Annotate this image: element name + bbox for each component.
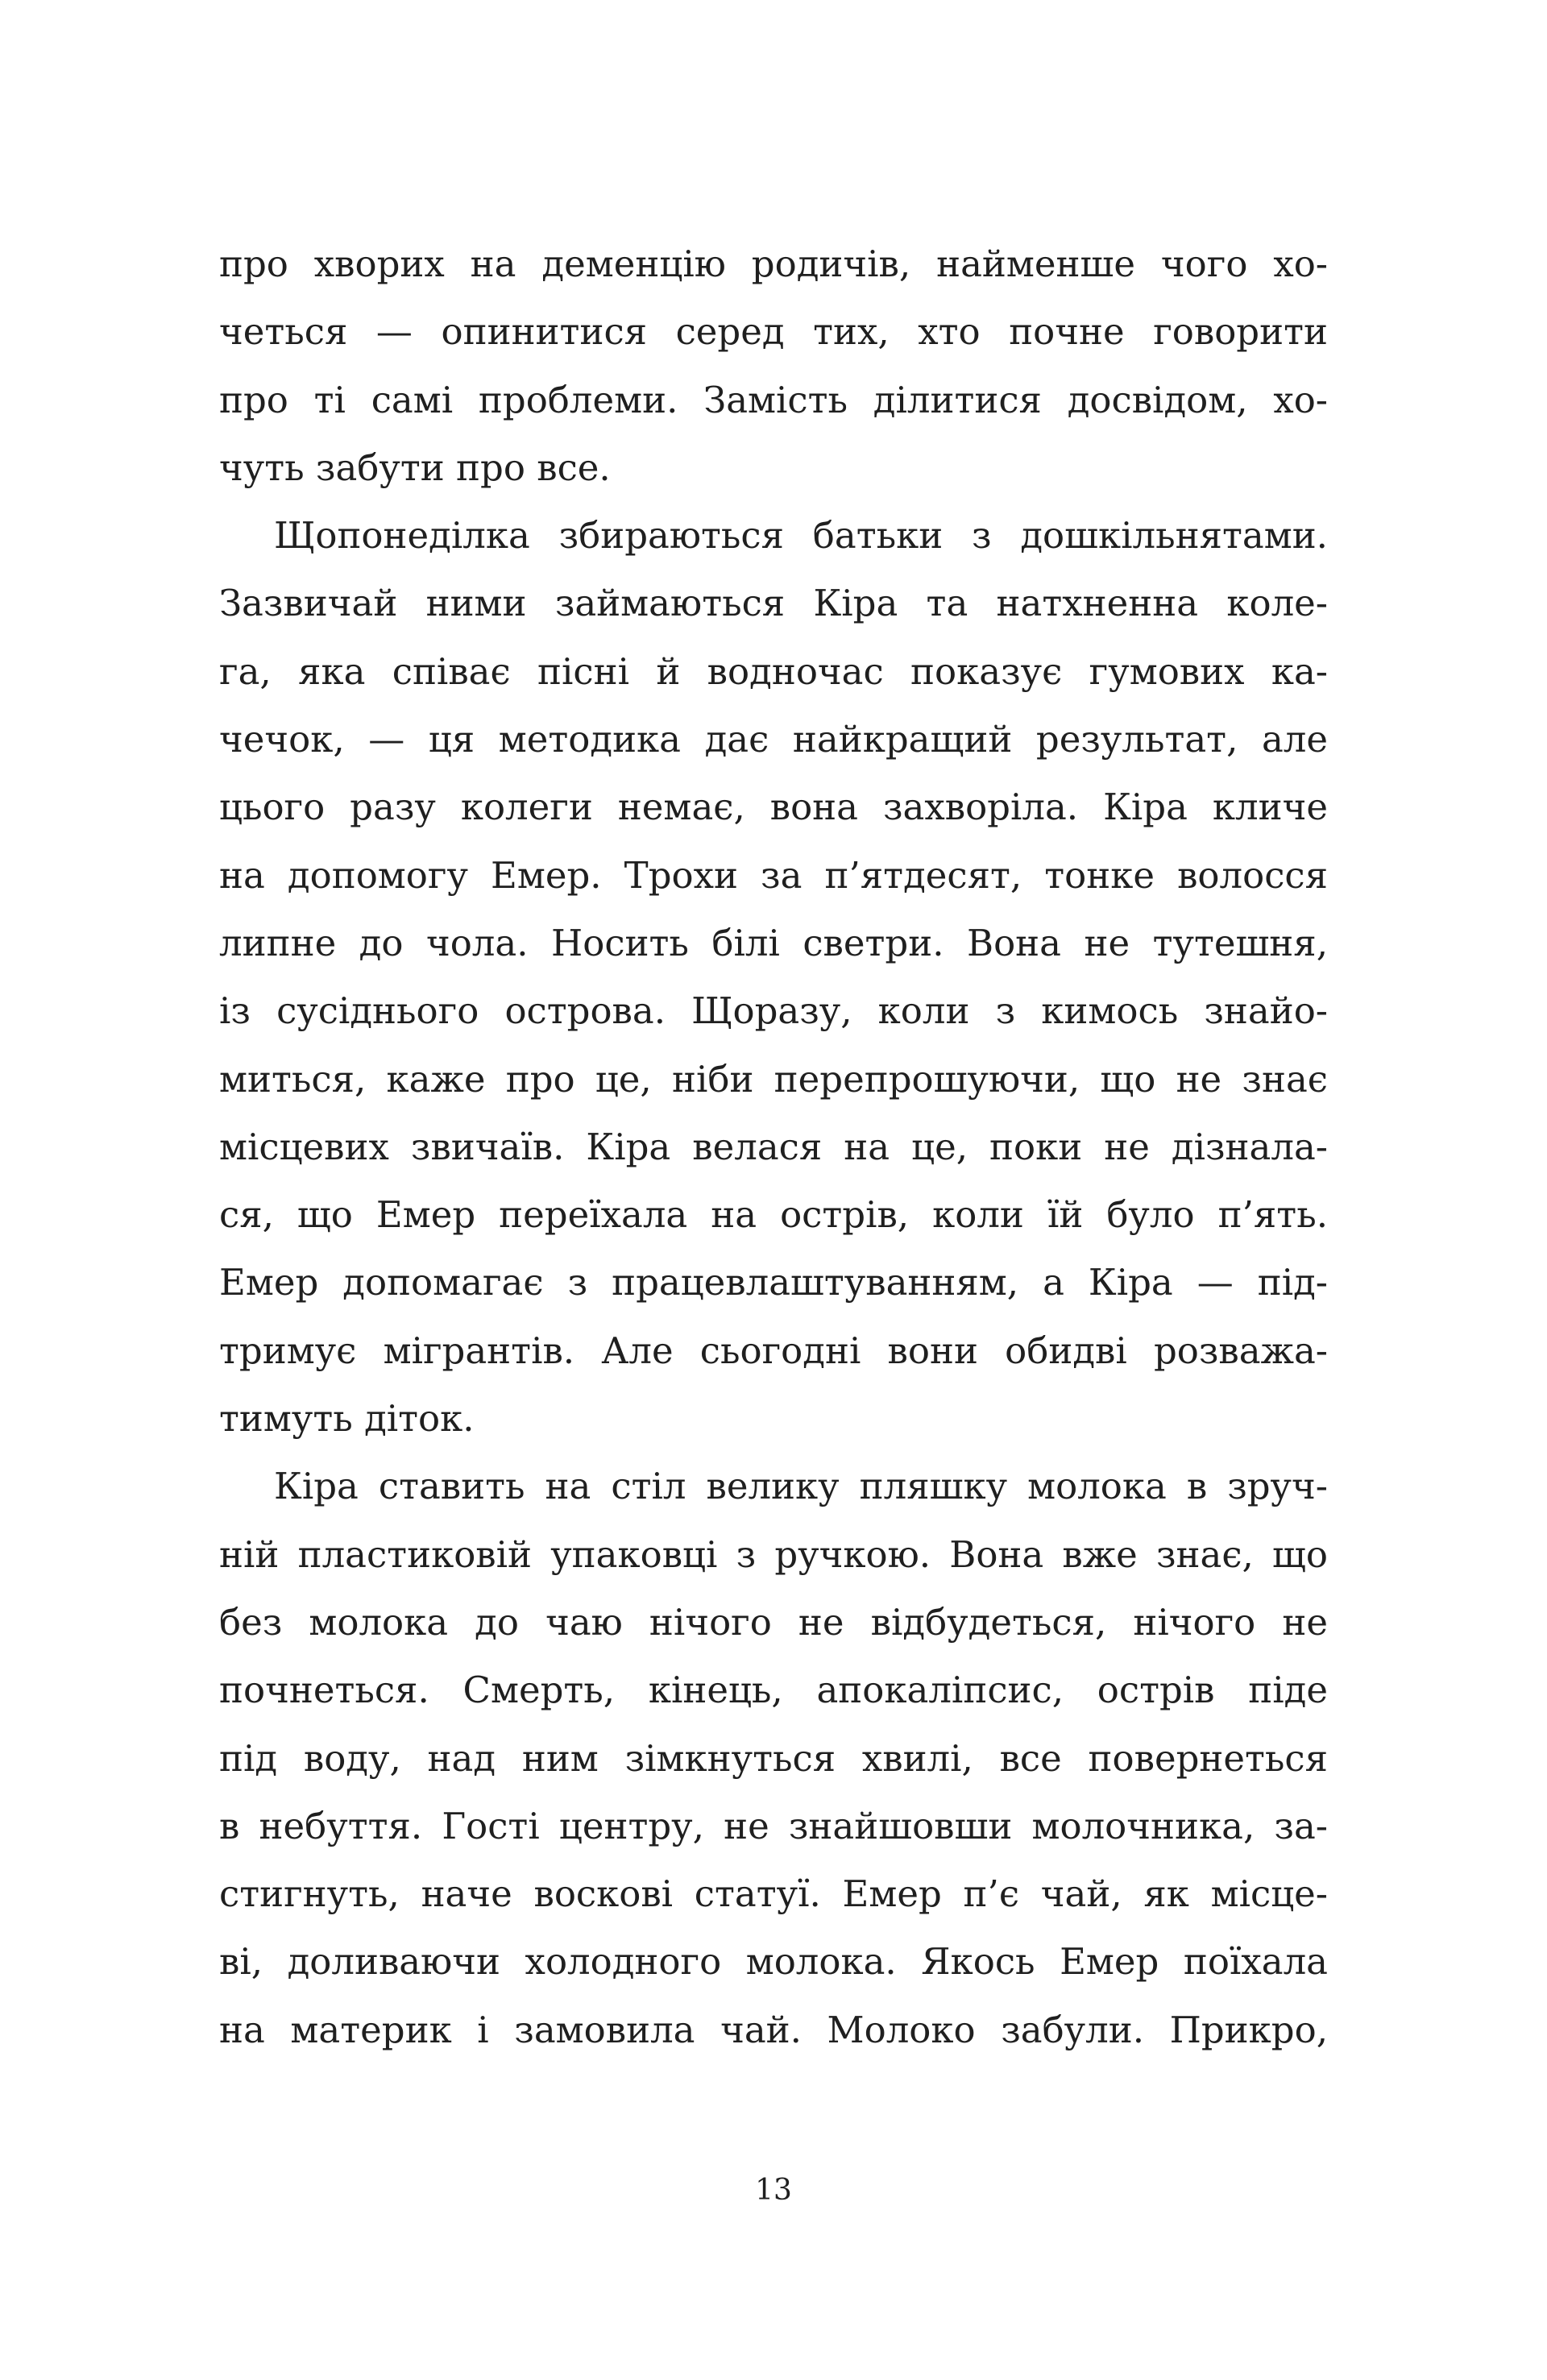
text-line: стигнуть, наче воскові статуї. Емер п’є чай, як місце- <box>219 1872 1328 1916</box>
text-line: під воду, над ним зімкнуться хвилі, все повернеться <box>219 1736 1328 1780</box>
text-line: чуть забути про все. <box>219 446 611 489</box>
text-line: в небуття. Гості центру, не знайшовши молочника, за- <box>219 1804 1328 1847</box>
text-line: липне до чола. Носить білі светри. Вона не тутешня, <box>219 921 1328 964</box>
text-line: Зазвичай ними займаються Кіра та натхненна коле- <box>219 582 1328 625</box>
text-line: про хворих на деменцію родичів, найменше чого хо- <box>219 243 1328 285</box>
text-line: на допомогу Емер. Трохи за п’ятдесят, тонке волосся <box>219 853 1328 897</box>
text-line: тимуть діток. <box>219 1397 475 1441</box>
text-line: Щопонеділка збираються батьки з дошкільнятами. <box>274 514 1328 558</box>
text-line: почнеться. Смерть, кінець, апокаліпсис, острів піде <box>219 1669 1328 1712</box>
text-line: четься — опинитися серед тих, хто почне говорити <box>219 310 1328 354</box>
text-line: миться, каже про це, ніби перепрошуючи, що не знає <box>219 1057 1328 1101</box>
text-line: про ті самі проблеми. Замість ділитися досвідом, хо- <box>219 378 1328 421</box>
body-text <box>219 230 1328 2064</box>
text-line: із сусіднього острова. Щоразу, коли з кимось знайо- <box>219 989 1328 1033</box>
text-line: цього разу колеги немає, вона захворіла. Кіра кличе <box>219 786 1328 829</box>
text-line: місцевих звичаїв. Кіра велася на це, поки не дізнала- <box>219 1125 1328 1168</box>
page-number: 13 <box>755 2174 792 2207</box>
text-line: Емер допомагає з працевлаштуванням, а Кіра — під- <box>219 1261 1328 1304</box>
text-line: тримує мігрантів. Але сьогодні вони обидві розважа- <box>219 1329 1328 1372</box>
text-line: Кіра ставить на стіл велику пляшку молока в зруч- <box>274 1465 1328 1508</box>
text-line: на материк і замовила чай. Молоко забули. Прикро, <box>219 2008 1328 2051</box>
text-line: ній пластиковій упаковці з ручкою. Вона вже знає, що <box>219 1532 1328 1576</box>
text-line: чечок, — ця методика дає найкращий результат, але <box>219 718 1328 761</box>
text-line: га, яка співає пісні й водночас показує гумових ка- <box>219 649 1328 693</box>
text-line: ві, доливаючи холодного молока. Якось Емер поїхала <box>219 1940 1328 1984</box>
text-line: без молока до чаю нічого не відбудеться, нічого не <box>219 1600 1328 1644</box>
text-line: ся, що Емер переїхала на острів, коли їй було п’ять. <box>219 1193 1328 1237</box>
